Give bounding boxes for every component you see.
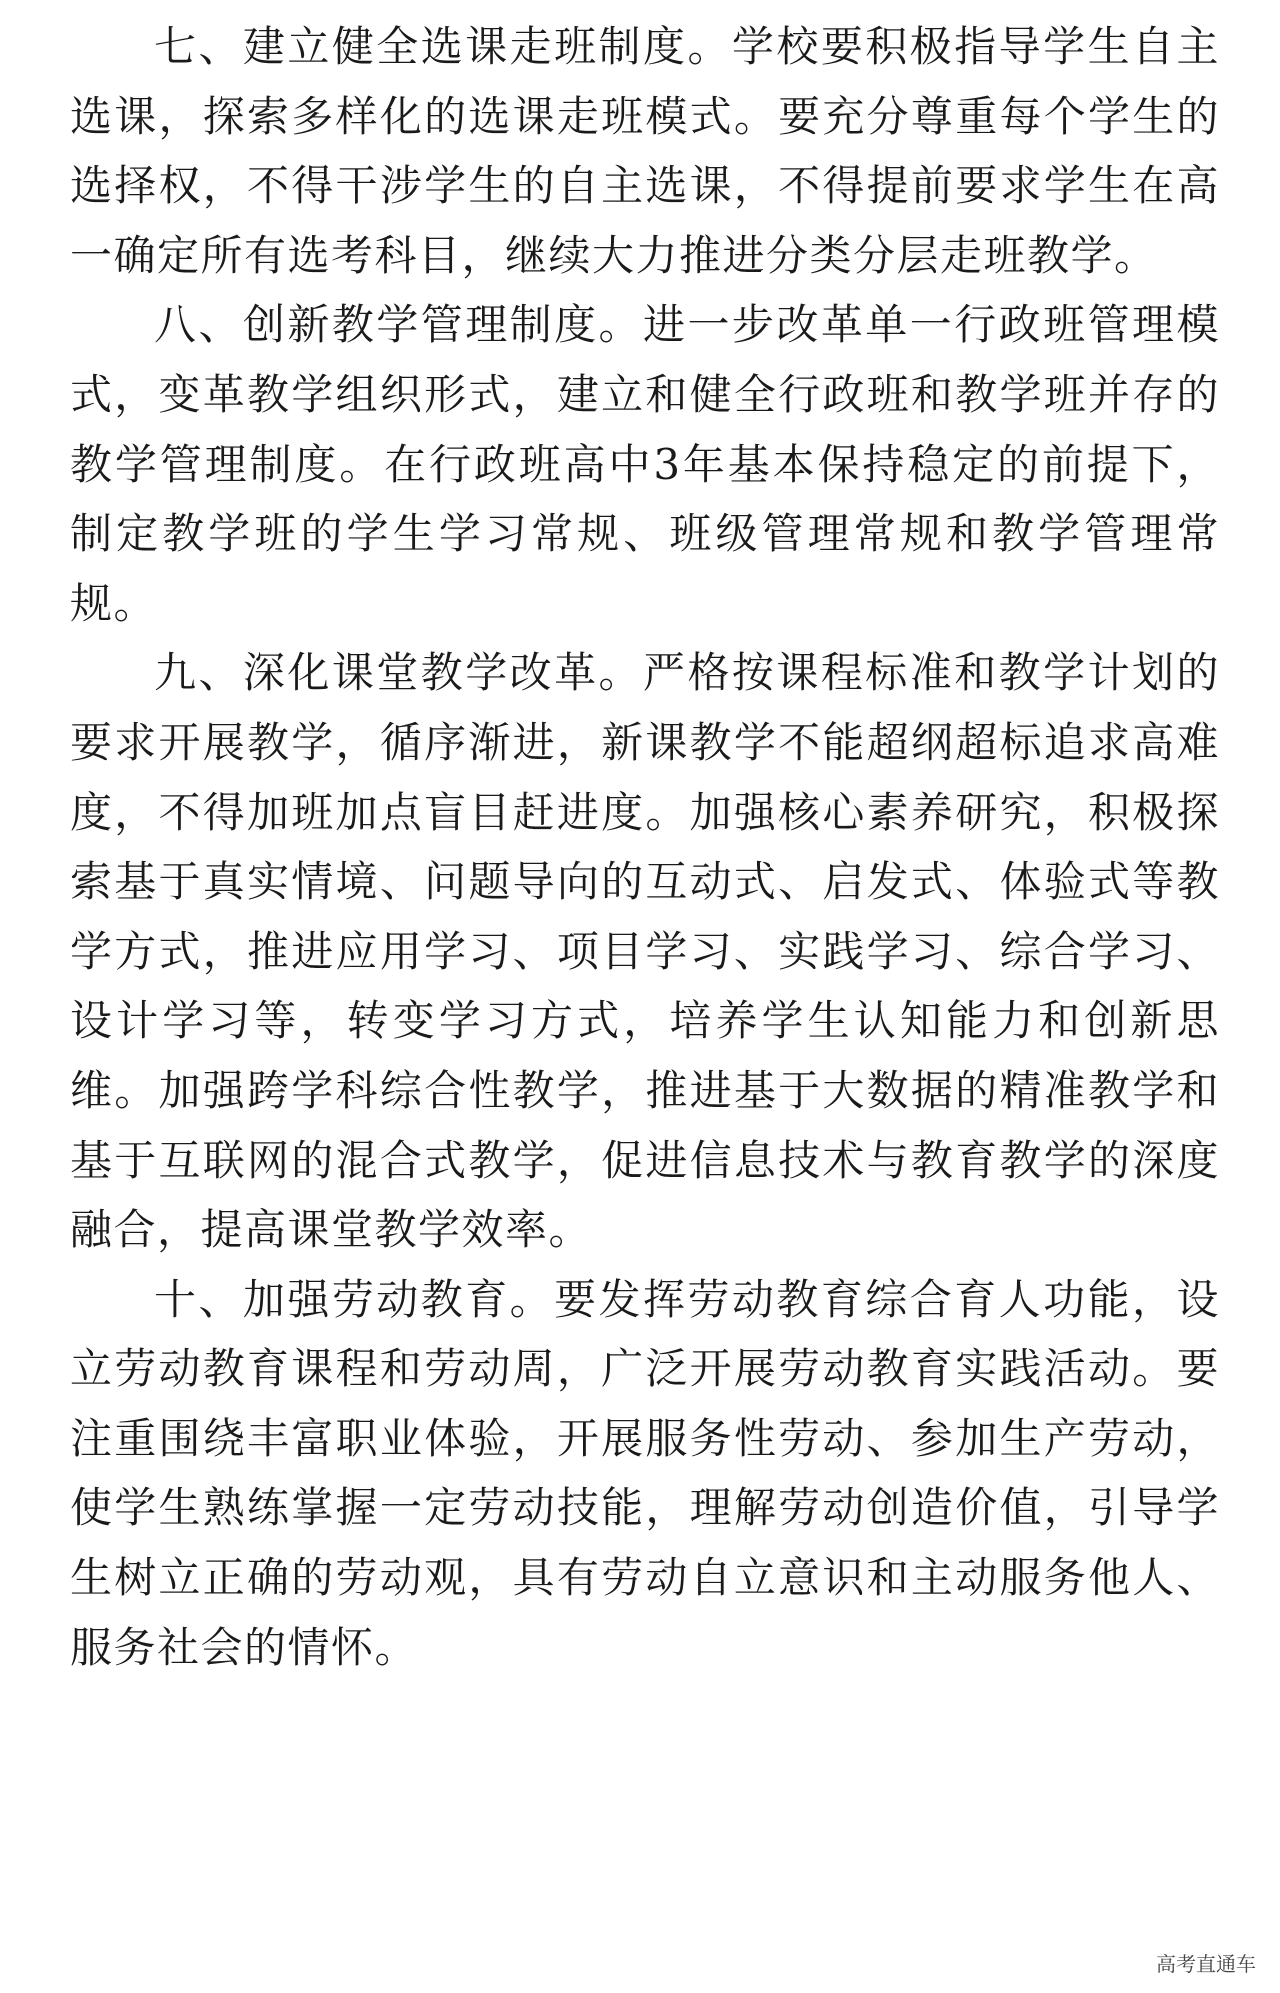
paragraph-8: 八、创新教学管理制度。进一步改革单一行政班管理模式，变革教学组织形式，建立和健全行政班和教学班并存的教学管理制度。在行政班高中3年基本保持稳定的前提下，制定教学班的学生学习常规、班级管理常规和教学管理常规。	[70, 300, 1220, 628]
document-body	[70, 12, 1220, 1682]
watermark-logo-text: 高考直通车	[1152, 1946, 1260, 1979]
paragraph-9: 九、深化课堂教学改革。严格按课程标准和教学计划的要求开展教学，循序渐进，新课教学不能超纲超标追求高难度，不得加班加点盲目赶进度。加强核心素养研究，积极探索基于真实情境、问题导向的互动式、启发式、体验式等教学方式，推进应用学习、项目学习、实践学习、综合学习、设计学习等，转变学习方式，培养学生认知能力和创新思维。加强跨学科综合性教学，推进基于大数据的精准教学和基于互联网的混合式教学，促进信息技术与教育教学的深度融合，提高课堂教学效率。	[70, 648, 1220, 1255]
paragraph-10: 十、加强劳动教育。要发挥劳动教育综合育人功能，设立劳动教育课程和劳动周，广泛开展劳动教育实践活动。要注重围绕丰富职业体验，开展服务性劳动、参加生产劳动，使学生熟练掌握一定劳动技能，理解劳动创造价值，引导学生树立正确的劳动观，具有劳动自立意识和主动服务他人、服务社会的情怀。	[70, 1274, 1220, 1672]
paragraph-7: 七、建立健全选课走班制度。学校要积极指导学生自主选课，探索多样化的选课走班模式。要充分尊重每个学生的选择权，不得干涉学生的自主选课，不得提前要求学生在高一确定所有选考科目，继续大力推进分类分层走班教学。	[70, 22, 1220, 280]
